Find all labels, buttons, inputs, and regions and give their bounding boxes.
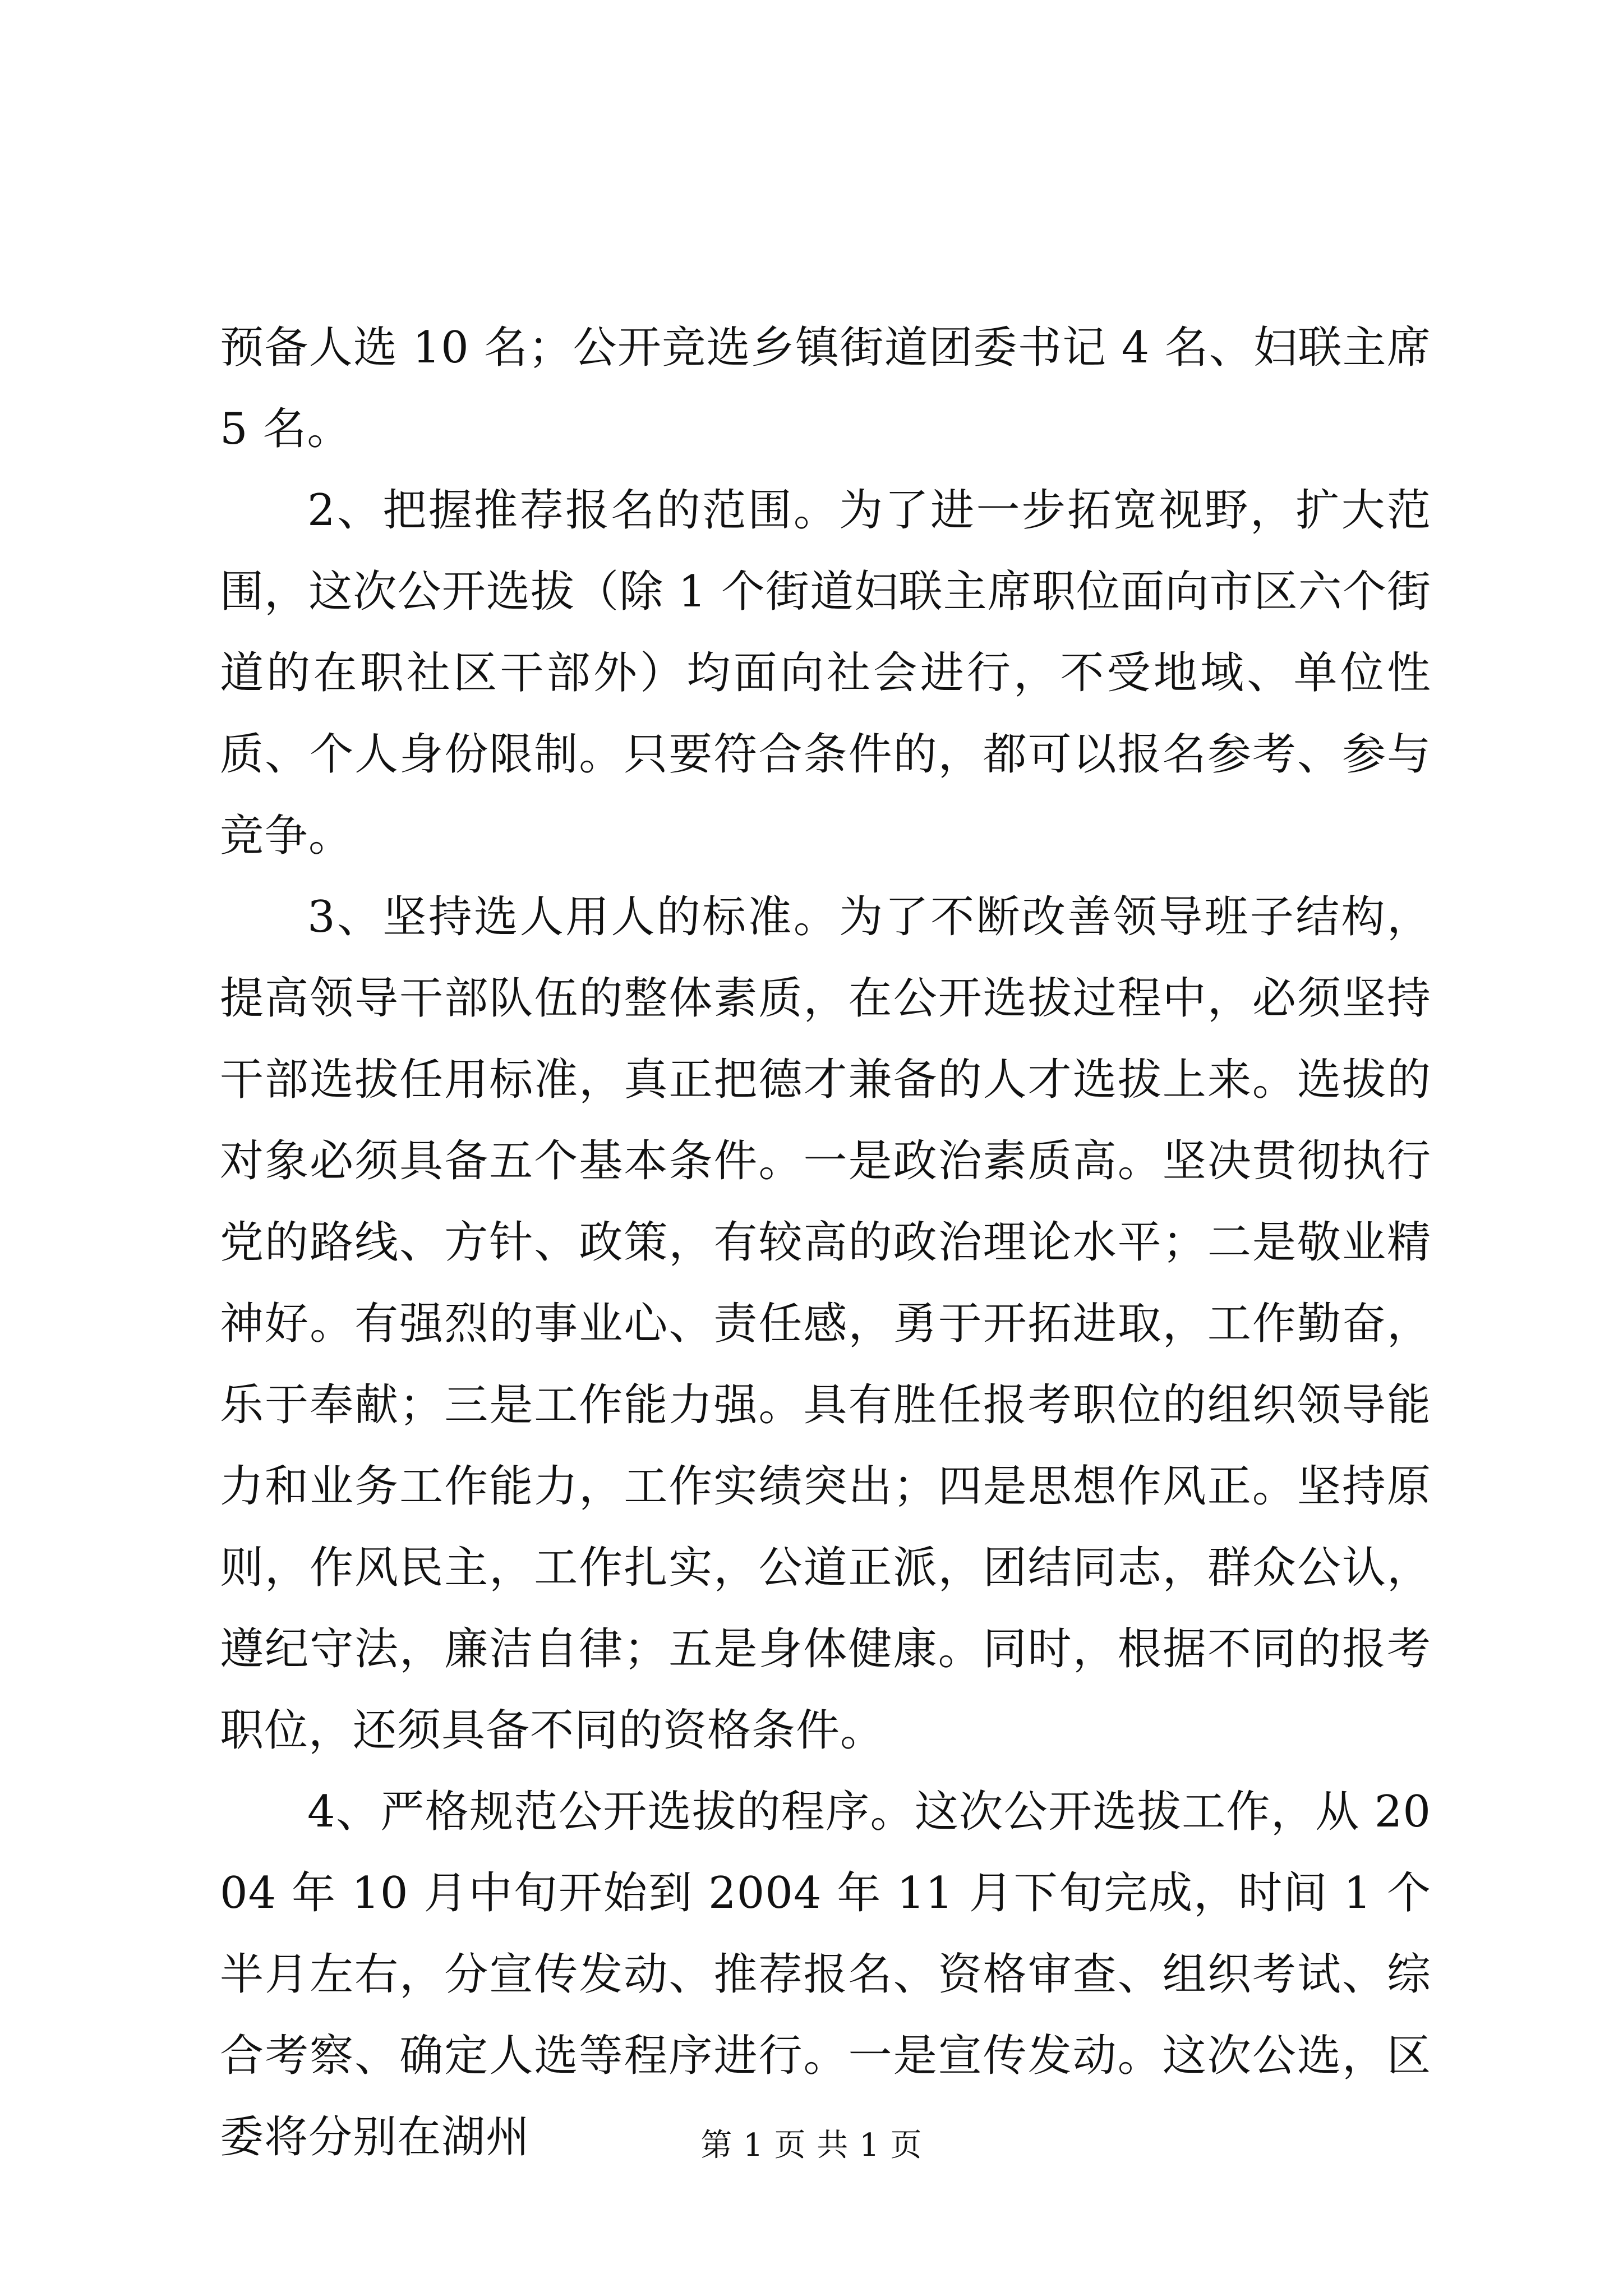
paragraph-selection-procedure: 4、严格规范公开选拔的程序。这次公开选拔工作，从 2004 年 10 月中旬开始到 2004 年 11 月下旬完成，时间 1 个半月左右，分宣传发动、推荐报名、资格审查、组织考试、综合考察、确定人选等程序进行。一是宣传发动。这次公选，区委将分别在湖州 bbox=[220, 1787, 1431, 2162]
paragraph-selection-standards: 3、坚持选人用人的标准。为了不断改善领导班子结构，提高领导干部队伍的整体素质，在公开选拔过程中，必须坚持干部选拔任用标准，真正把德才兼备的人才选拔上来。选拔的对象必须具备五个基本条件。一是政治素质高。坚决贯彻执行党的路线、方针、政策，有较高的政治理论水平；二是敬业精神好。有强烈的事业心、责任感，勇于开拓进取，工作勤奋，乐于奉献；三是工作能力强。具有胜任报考职位的组织领导能力和业务工作能力，工作实绩突出；四是思想作风正。坚持原则，作风民主，工作扎实，公道正派，团结同志，群众公认，遵纪守法，廉洁自律；五是身体健康。同时，根据不同的报考职位，还须具备不同的资格条件。 bbox=[220, 892, 1431, 1756]
paragraph-recommendation-scope: 2、把握推荐报名的范围。为了进一步拓宽视野，扩大范围，这次公开选拔（除 1 个街道妇联主席职位面向市区六个街道的在职社区干部外）均面向社会进行，不受地域、单位性质、个人身份限制。只要符合条件的，都可以报名参考、参与竞争。 bbox=[220, 485, 1431, 861]
page-footer: 第 1 页 共 1 页 bbox=[700, 2127, 923, 2164]
document-body bbox=[220, 307, 1431, 2178]
paragraph-continuation: 预备人选 10 名；公开竞选乡镇街道团委书记 4 名、妇联主席 5 名。 bbox=[220, 323, 1431, 454]
